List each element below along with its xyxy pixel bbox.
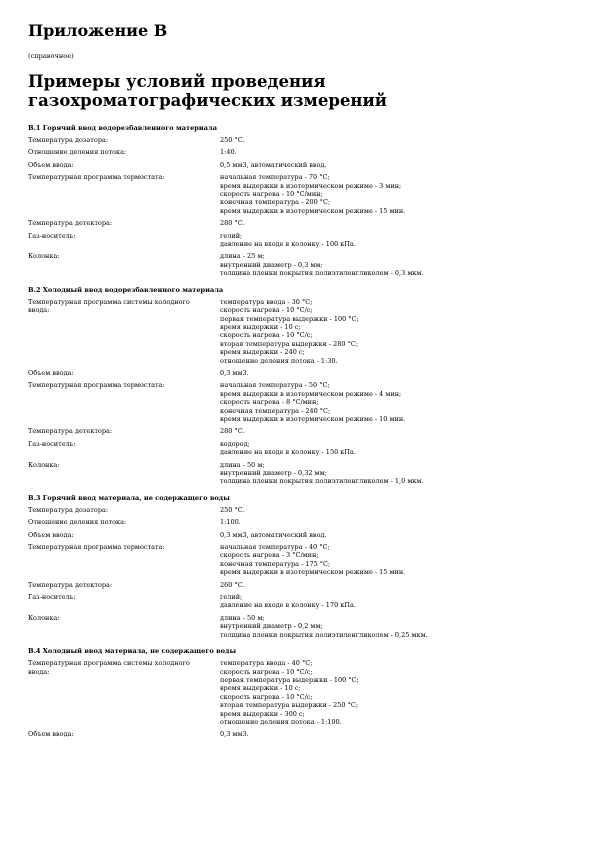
parameter-label: Объем ввода: (28, 730, 74, 739)
parameter-row (28, 298, 568, 365)
parameter-value-line: толщина пленки покрытия полиэтиленгликолем - 0,3 мкм. (220, 269, 424, 278)
parameter-value-line: внутренний диаметр - 0,3 мм; (220, 260, 323, 269)
parameter-value-line: длина - 25 м; (220, 252, 265, 261)
parameter-value-line: 250 °С. (220, 136, 245, 144)
parameter-value-line: время выдержки - 300 с; (220, 709, 305, 718)
parameter-value-line: отношение деления потока - 1:100. (220, 717, 342, 726)
parameter-row (28, 581, 568, 589)
parameter-value (220, 614, 568, 639)
parameter-value-line: толщина пленки покрытия полиэтиленгликолем - 0,25 мкм. (220, 630, 428, 639)
parameter-row (28, 136, 568, 144)
parameter-value-line: скорость нагрева - 10 °С/с; (220, 306, 313, 315)
parameter-label: Газ-носитель: (28, 231, 76, 240)
parameter-row (28, 730, 568, 738)
parameter-value-line: время выдержки - 10 с; (220, 322, 301, 331)
parameter-value (220, 581, 568, 589)
parameter-row (28, 440, 568, 457)
parameter-value-line: время выдержки - 240 с; (220, 348, 305, 357)
parameter-value-line: первая температура выдержки - 100 °С; (220, 675, 359, 684)
parameter-value (220, 381, 568, 423)
parameter-row (28, 518, 568, 526)
parameter-value-line: 0,3 мм3. (220, 730, 249, 739)
parameter-value (220, 461, 568, 486)
parameter-value-line: вторая температура выдержки - 280 °С; (220, 339, 359, 348)
parameter-label: Объем ввода: (28, 368, 74, 377)
parameter-value-line: начальная температура - 70 °С; (220, 173, 330, 182)
parameter-value (220, 232, 568, 249)
parameter-row (28, 506, 568, 514)
parameter-value-line: конечная температура - 175 °С; (220, 559, 331, 568)
parameter-label: Температурная программа системы холодного ввода: (28, 297, 190, 315)
parameter-label: Температурная программа термостата: (28, 173, 165, 182)
parameter-value-line: скорость нагрева - 3 °С/мин; (220, 551, 319, 560)
section-title: В.4 Холодный ввод материала, не содержащего воды (28, 647, 237, 656)
parameter-value-line: отношение деления потока - 1:30. (220, 356, 338, 365)
sections-container (28, 124, 568, 739)
parameter-value-line: скорость нагрева - 10 °С/мин; (220, 190, 323, 199)
parameter-value-line: давление на входе в колонку - 150 кПа. (220, 448, 356, 457)
parameter-value-line: начальная температура - 40 °С; (220, 543, 330, 552)
parameter-value (220, 659, 568, 726)
parameter-value-line: 0,5 мм3, автоматический ввод. (220, 160, 327, 169)
document-page (28, 22, 568, 739)
parameter-row (28, 173, 568, 215)
parameter-value (220, 518, 568, 526)
parameter-value-line: скорость нагрева - 10 °С/с; (220, 692, 313, 701)
parameter-row (28, 543, 568, 577)
parameter-row (28, 148, 568, 156)
parameter-label: Температура дозатора: (28, 505, 109, 514)
parameter-value (220, 427, 568, 435)
parameter-label: Газ-носитель: (28, 593, 76, 602)
parameter-value-line: гелий; (220, 593, 243, 602)
appendix-note: (справочное) (28, 52, 74, 60)
parameter-value-line: время выдержки в изотермическом режиме - 3 мин; (220, 181, 402, 190)
parameter-value-line: 280 °С. (220, 219, 245, 228)
parameter-value-line: скорость нагрева - 10 °С/с; (220, 667, 313, 676)
parameter-row (28, 369, 568, 377)
parameter-label: Температура детектора: (28, 427, 113, 436)
parameter-row (28, 659, 568, 726)
parameter-label: Температурная программа термостата: (28, 381, 165, 390)
parameter-value-line: время выдержки в изотермическом режиме - 15 мин. (220, 206, 406, 215)
parameter-row (28, 531, 568, 539)
parameter-value (220, 730, 568, 738)
parameter-value-line: время выдержки в изотермическом режиме - 4 мин; (220, 389, 402, 398)
parameter-value-line: скорость нагрева - 10 °С/с; (220, 331, 313, 340)
parameter-value (220, 543, 568, 577)
parameter-value-line: 250 °С. (220, 505, 245, 514)
parameter-value-line: гелий; (220, 231, 243, 240)
parameter-label: Температура детектора: (28, 219, 113, 228)
parameter-value-line: конечная температура - 200 °С; (220, 198, 331, 207)
parameter-value (220, 219, 568, 227)
parameter-value-line: время выдержки в изотермическом режиме - 10 мин. (220, 414, 406, 423)
parameter-value-line: длина - 50 м; (220, 613, 265, 622)
parameter-value-line: время выдержки - 10 с; (220, 684, 301, 693)
appendix-heading: Приложение В (28, 21, 168, 40)
parameter-value-line: 0,3 мм3. (220, 368, 249, 377)
parameter-value (220, 506, 568, 514)
parameter-value-line: 1:40. (220, 148, 237, 157)
parameter-label: Температура детектора: (28, 580, 113, 589)
parameter-row (28, 427, 568, 435)
parameter-row (28, 252, 568, 277)
parameter-row (28, 461, 568, 486)
parameter-value-line: водород; (220, 439, 250, 448)
parameter-label: Колонка: (28, 460, 60, 469)
parameter-label: Газ-носитель: (28, 439, 76, 448)
parameter-value (220, 531, 568, 539)
parameter-label: Температурная программа системы холодного ввода: (28, 659, 190, 676)
parameter-row (28, 219, 568, 227)
parameter-value-line: 280 °С. (220, 427, 245, 436)
parameter-label: Температурная программа термостата: (28, 543, 165, 552)
parameter-label: Объем ввода: (28, 530, 74, 539)
parameter-value (220, 148, 568, 156)
parameter-value-line: 260 °С. (220, 580, 245, 589)
parameter-value-line: внутренний диаметр - 0,32 мм; (220, 469, 327, 477)
parameter-row (28, 232, 568, 249)
parameter-value-line: скорость нагрева - 8 °С/мин; (220, 398, 319, 407)
parameter-row (28, 381, 568, 423)
section-title: В.3 Горячий ввод материала, не содержащего воды (28, 493, 230, 502)
section-title: В.1 Горячий ввод водорезбавленного материала (28, 124, 217, 132)
parameter-value (220, 593, 568, 610)
parameter-label: Колонка: (28, 252, 60, 261)
parameter-value (220, 440, 568, 457)
parameter-row (28, 614, 568, 639)
parameter-value-line: конечная температура - 240 °С; (220, 406, 331, 415)
parameter-value-line: толщина пленки покрытия полиэтиленгликолем - 1,0 мкм. (220, 477, 424, 486)
parameter-value-line: давление на входе в колонку - 170 кПа. (220, 601, 356, 610)
page-title: Примеры условий проведения газохроматографических измерений (28, 72, 387, 110)
parameter-value-line: длина - 50 м; (220, 460, 265, 469)
parameter-value-line: 0,3 мм3, автоматический ввод. (220, 530, 327, 539)
parameter-row (28, 161, 568, 169)
parameter-row (28, 593, 568, 610)
parameter-value-line: температура ввода - 40 °С; (220, 659, 313, 668)
parameter-value-line: время выдержки в изотермическом режиме - 15 мин. (220, 568, 406, 577)
parameter-value-line: начальная температура - 50 °С; (220, 381, 330, 390)
parameter-value-line: 1:100. (220, 518, 241, 527)
parameter-value (220, 369, 568, 377)
parameter-value-line: давление на входе в колонку - 100 кПа. (220, 240, 356, 249)
parameter-value (220, 173, 568, 215)
parameter-value (220, 298, 568, 365)
parameter-value-line: температура ввода - 30 °С; (220, 297, 313, 306)
parameter-label: Отношение деления потока: (28, 518, 127, 527)
section-title: В.2 Холодный ввод водорезбавленного материала (28, 285, 224, 294)
parameter-label: Температура дозатора: (28, 136, 109, 144)
parameter-value-line: первая температура выдержки - 100 °С; (220, 314, 359, 323)
parameter-value-line: вторая температура выдержки - 250 °С; (220, 701, 359, 710)
parameter-value (220, 252, 568, 277)
parameter-value (220, 136, 568, 144)
parameter-value (220, 161, 568, 169)
parameter-label: Отношение деления потока: (28, 148, 127, 157)
parameter-label: Объем ввода: (28, 160, 74, 169)
parameter-value-line: внутренний диаметр - 0,2 мм; (220, 622, 323, 631)
parameter-label: Колонка: (28, 613, 60, 622)
